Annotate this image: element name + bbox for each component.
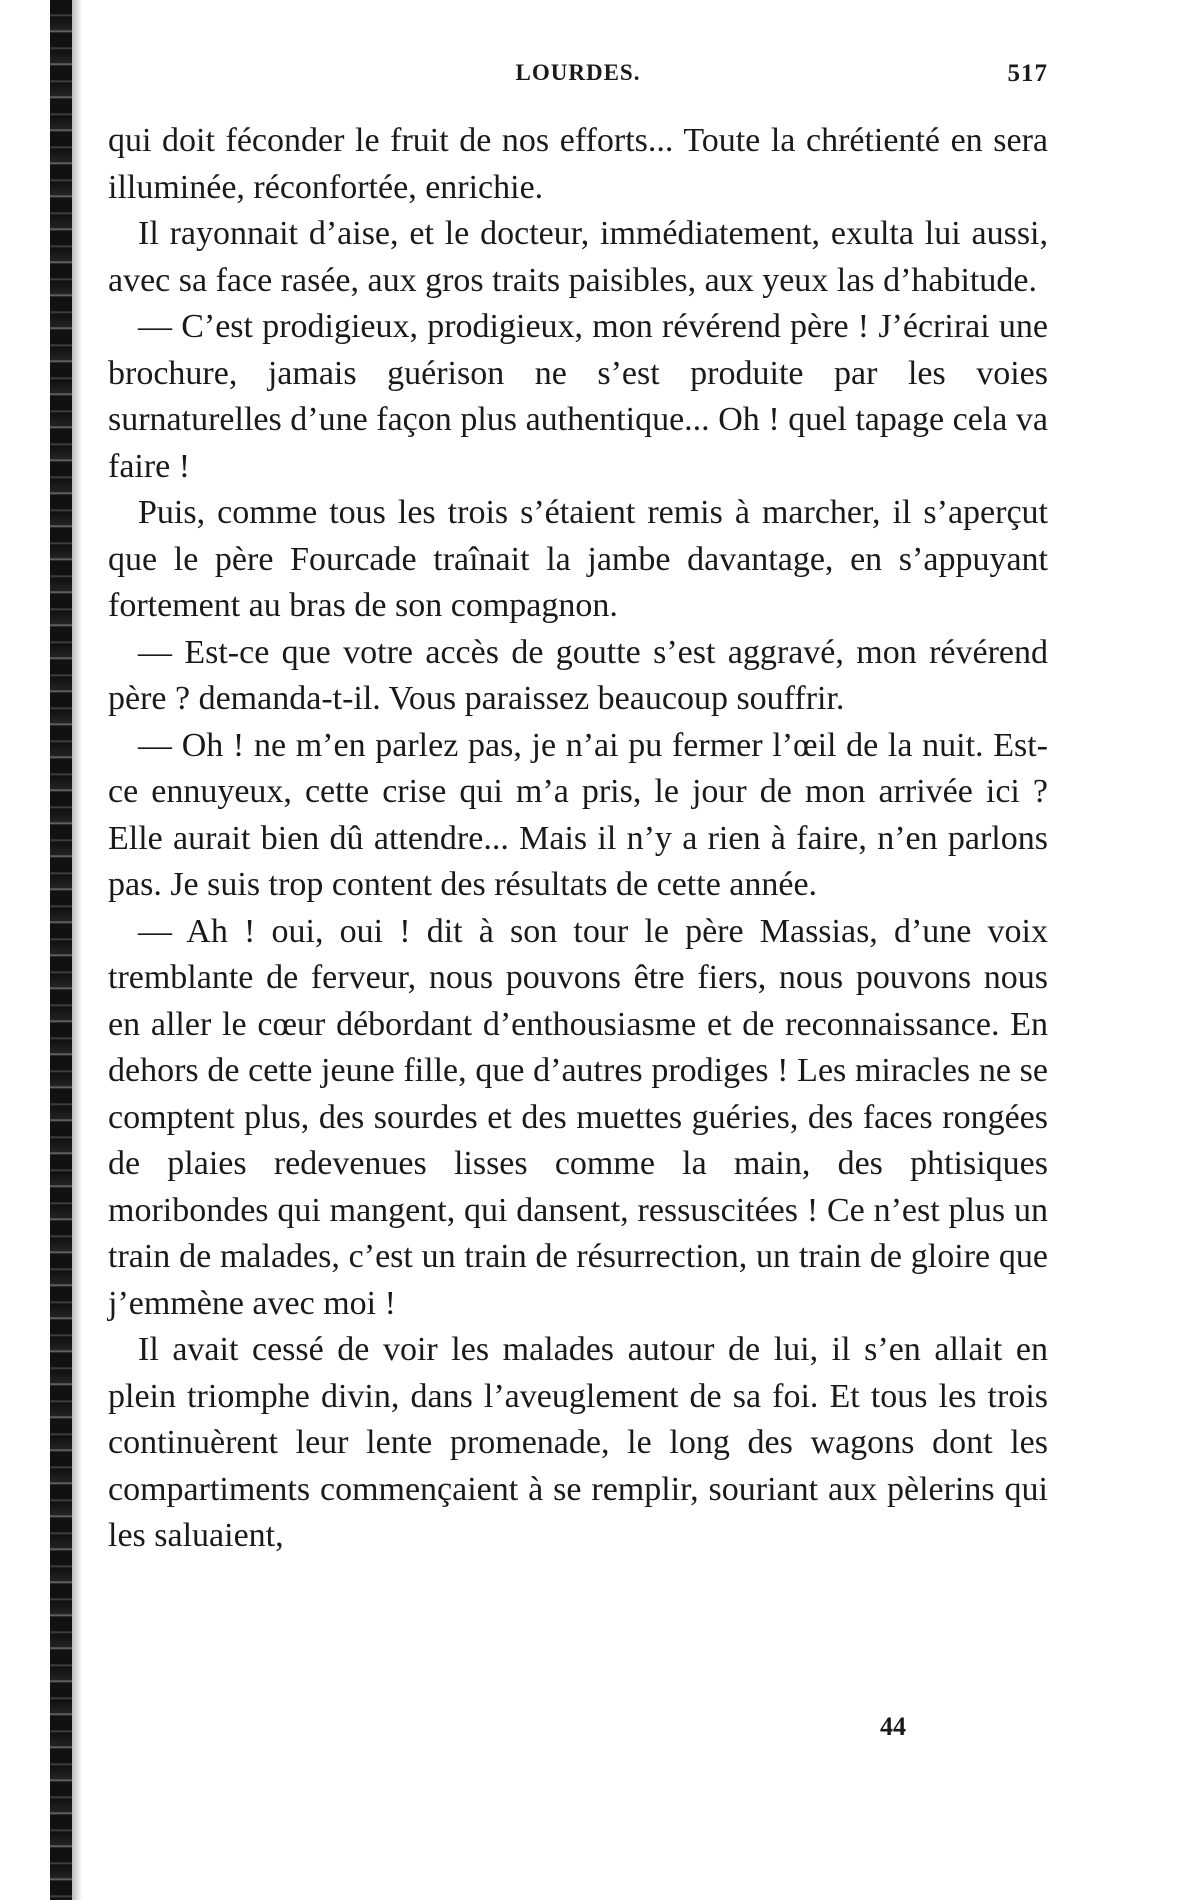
page-number: 517 bbox=[1007, 60, 1048, 87]
gutter-shadow bbox=[72, 0, 82, 1900]
body-text bbox=[108, 118, 1048, 1560]
book-page bbox=[108, 60, 1048, 1560]
signature-mark: 44 bbox=[880, 1712, 906, 1741]
paragraph-3: — C’est prodigieux, prodigieux, mon révérend père ! J’écrirai une brochure, jamais guérison ne s’est produite par les voies surnaturelles d’une façon plus authentique... Oh ! quel tapage cela va faire ! bbox=[108, 308, 1048, 485]
book-spine-edge bbox=[50, 0, 72, 1900]
paragraph-8: Il avait cessé de voir les malades autour de lui, il s’en allait en plein triomphe divin, dans l’aveuglement de sa foi. Et tous les trois continuèrent leur lente promenade, le long des wagons dont les compartiments commençaient à se remplir, souriant aux pèlerins qui les saluaient, bbox=[108, 1331, 1048, 1554]
running-head bbox=[108, 60, 1048, 100]
paragraph-6: — Oh ! ne m’en parlez pas, je n’ai pu fermer l’œil de la nuit. Est-ce ennuyeux, cette crise qui m’a pris, le jour de mon arrivée ici ? Elle aurait bien dû attendre... Mais il n’y a rien à faire, n’en parlons pas. Je suis trop content des résultats de cette année. bbox=[108, 726, 1048, 903]
running-title: LOURDES. bbox=[515, 60, 641, 85]
paragraph-2: Il rayonnait d’aise, et le docteur, immédiatement, exulta lui aussi, avec sa face rasée, aux gros traits paisibles, aux yeux las d’habitude. bbox=[108, 215, 1048, 299]
paragraph-4: Puis, comme tous les trois s’étaient remis à marcher, il s’aperçut que le père Fourcade traînait la jambe davantage, en s’appuyant fortement au bras de son compagnon. bbox=[108, 494, 1048, 624]
paragraph-7: — Ah ! oui, oui ! dit à son tour le père Massias, d’une voix tremblante de ferveur, nous pouvons être fiers, nous pouvons nous en aller le cœur débordant d’enthousiasme et de reconnaissance. En dehors de cette jeune fille, que d’autres prodiges ! Les miracles ne se comptent plus, des sourdes et des muettes guéries, des faces rongées de plaies redevenues lisses comme la main, des phtisiques moribondes qui mangent, qui dansent, ressuscitées ! Ce n’est plus un train de malades, c’est un train de résurrection, un train de gloire que j’emmène avec moi ! bbox=[108, 912, 1048, 1322]
paragraph-5: — Est-ce que votre accès de goutte s’est aggravé, mon révérend père ? demanda-t-il. Vous paraissez beaucoup souffrir. bbox=[108, 633, 1048, 717]
paragraph-1: qui doit féconder le fruit de nos efforts... Toute la chrétienté en sera illuminée, réconfortée, enrichie. bbox=[108, 122, 1048, 206]
